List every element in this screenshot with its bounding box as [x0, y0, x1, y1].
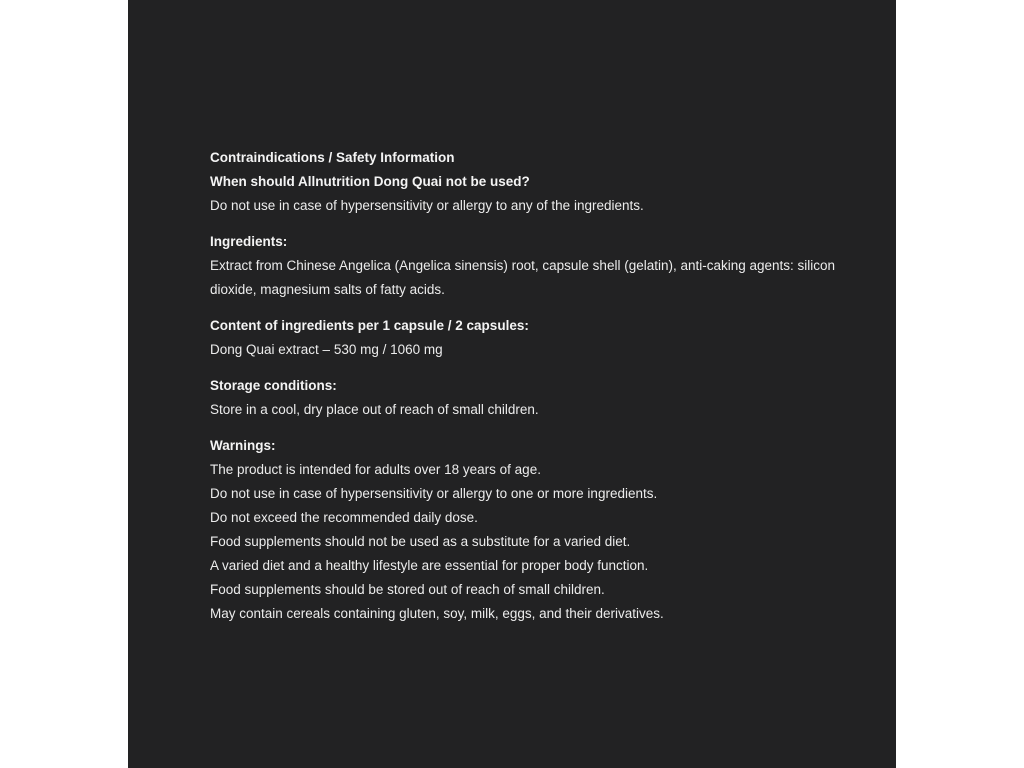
contraindications-text: Do not use in case of hypersensitivity or allergy to any of the ingredients. — [210, 198, 644, 213]
storage-section — [210, 374, 850, 422]
contraindications-section — [210, 146, 850, 218]
warning-line: Food supplements should not be used as a substitute for a varied diet. — [210, 534, 631, 549]
product-info-panel — [128, 0, 896, 768]
contraindications-title: Contraindications / Safety Information — [210, 150, 455, 165]
warning-line: May contain cereals containing gluten, soy, milk, eggs, and their derivatives. — [210, 606, 664, 621]
warning-line: The product is intended for adults over 18 years of age. — [210, 462, 541, 477]
product-info-content — [210, 146, 850, 638]
contraindications-question: When should Allnutrition Dong Quai not be used? — [210, 174, 530, 189]
storage-text: Store in a cool, dry place out of reach of small children. — [210, 402, 539, 417]
content-text: Dong Quai extract – 530 mg / 1060 mg — [210, 342, 443, 357]
ingredients-section — [210, 230, 850, 302]
warnings-title: Warnings: — [210, 438, 276, 453]
warning-line: Do not exceed the recommended daily dose. — [210, 510, 478, 525]
warning-line: Food supplements should be stored out of reach of small children. — [210, 582, 605, 597]
ingredients-title: Ingredients: — [210, 234, 288, 249]
content-title: Content of ingredients per 1 capsule / 2 capsules: — [210, 318, 529, 333]
storage-title: Storage conditions: — [210, 378, 337, 393]
ingredients-text: Extract from Chinese Angelica (Angelica sinensis) root, capsule shell (gelatin), anti-caking agents: silicon dioxide, magnesium salts of fatty acids. — [210, 258, 836, 297]
warning-line: A varied diet and a healthy lifestyle are essential for proper body function. — [210, 558, 649, 573]
warning-line: Do not use in case of hypersensitivity or allergy to one or more ingredients. — [210, 486, 658, 501]
warnings-section — [210, 434, 850, 626]
content-section — [210, 314, 850, 362]
